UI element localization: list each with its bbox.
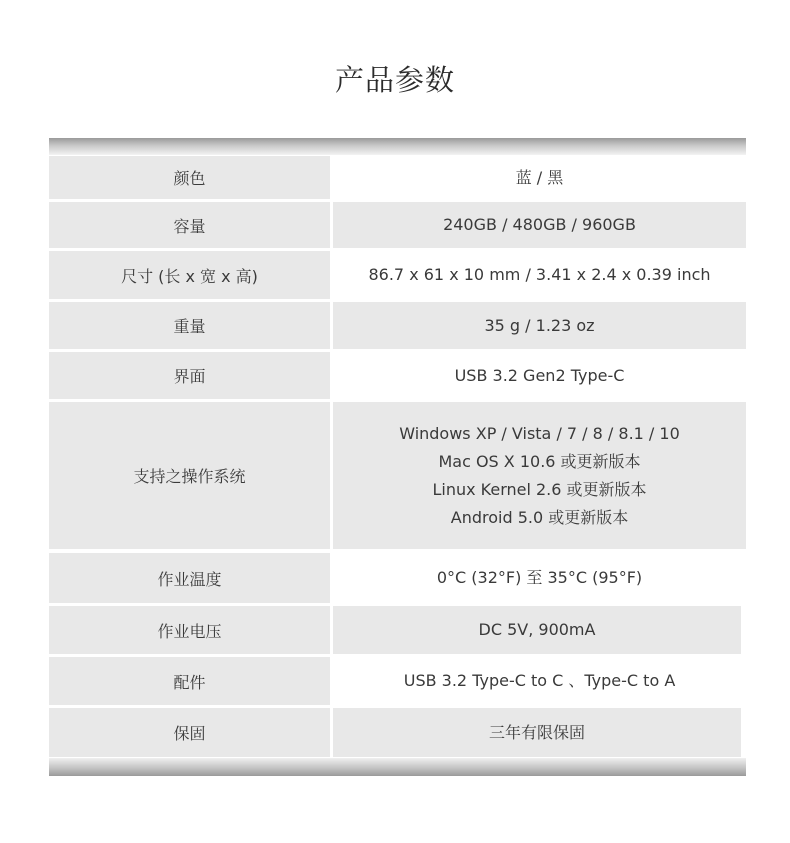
- spec-label-capacity: 容量: [49, 202, 330, 248]
- spec-value-line: 三年有限保固: [488, 722, 585, 742]
- spec-value-accessories: [333, 657, 746, 705]
- spec-value-line: Mac OS X 10.6 或更新版本: [438, 451, 641, 471]
- spec-label-weight: 重量: [49, 302, 330, 349]
- spec-value-interface: [333, 352, 746, 399]
- table-row: [49, 251, 746, 299]
- table-row: [49, 302, 746, 349]
- spec-label-warranty: 保固: [49, 708, 330, 757]
- spec-value-line: Android 5.0 或更新版本: [450, 507, 629, 527]
- table-row: [49, 606, 746, 654]
- spec-value-line: 240GB / 480GB / 960GB: [443, 215, 636, 234]
- spec-label-dimensions: 尺寸 (长 x 宽 x 高): [49, 251, 330, 299]
- page-title: 产品参数: [334, 63, 455, 97]
- table-row: [49, 402, 746, 549]
- spec-value-temperature: [333, 553, 746, 603]
- spec-label-temperature: 作业温度: [49, 553, 330, 603]
- spec-value-line: 0°C (32°F) 至 35°C (95°F): [436, 568, 643, 587]
- spec-value-color: [333, 156, 746, 199]
- spec-value-voltage: [333, 606, 741, 654]
- spec-value-line: Windows XP / Vista / 7 / 8 / 8.1 / 10: [399, 423, 680, 443]
- spec-label-interface: 界面: [49, 352, 330, 399]
- table-row: [49, 553, 746, 603]
- spec-value-line: USB 3.2 Type-C to C 、Type-C to A: [403, 671, 676, 690]
- table-row: [49, 657, 746, 705]
- spec-table: [49, 138, 746, 776]
- spec-value-line: USB 3.2 Gen2 Type-C: [454, 365, 625, 385]
- table-row: [49, 202, 746, 248]
- spec-value-dimensions: [333, 251, 746, 299]
- table-row: [49, 156, 746, 199]
- table-bottom-bar: [49, 758, 746, 776]
- spec-value-os: [333, 402, 746, 549]
- spec-value-capacity: [333, 202, 746, 248]
- spec-value-weight: [333, 302, 746, 349]
- spec-value-line: 蓝 / 黑: [515, 167, 564, 187]
- spec-value-line: 35 g / 1.23 oz: [484, 315, 595, 335]
- spec-value-warranty: [333, 708, 741, 757]
- spec-label-accessories: 配件: [49, 657, 330, 705]
- table-row: [49, 708, 746, 757]
- spec-label-voltage: 作业电压: [49, 606, 330, 654]
- table-top-bar: [49, 138, 746, 155]
- spec-value-line: 86.7 x 61 x 10 mm / 3.41 x 2.4 x 0.39 inch: [368, 265, 711, 284]
- spec-value-line: Linux Kernel 2.6 或更新版本: [432, 479, 647, 499]
- spec-label-color: 颜色: [49, 156, 330, 199]
- spec-value-line: DC 5V, 900mA: [478, 620, 596, 639]
- spec-label-os: 支持之操作系统: [49, 402, 330, 549]
- table-row: [49, 352, 746, 399]
